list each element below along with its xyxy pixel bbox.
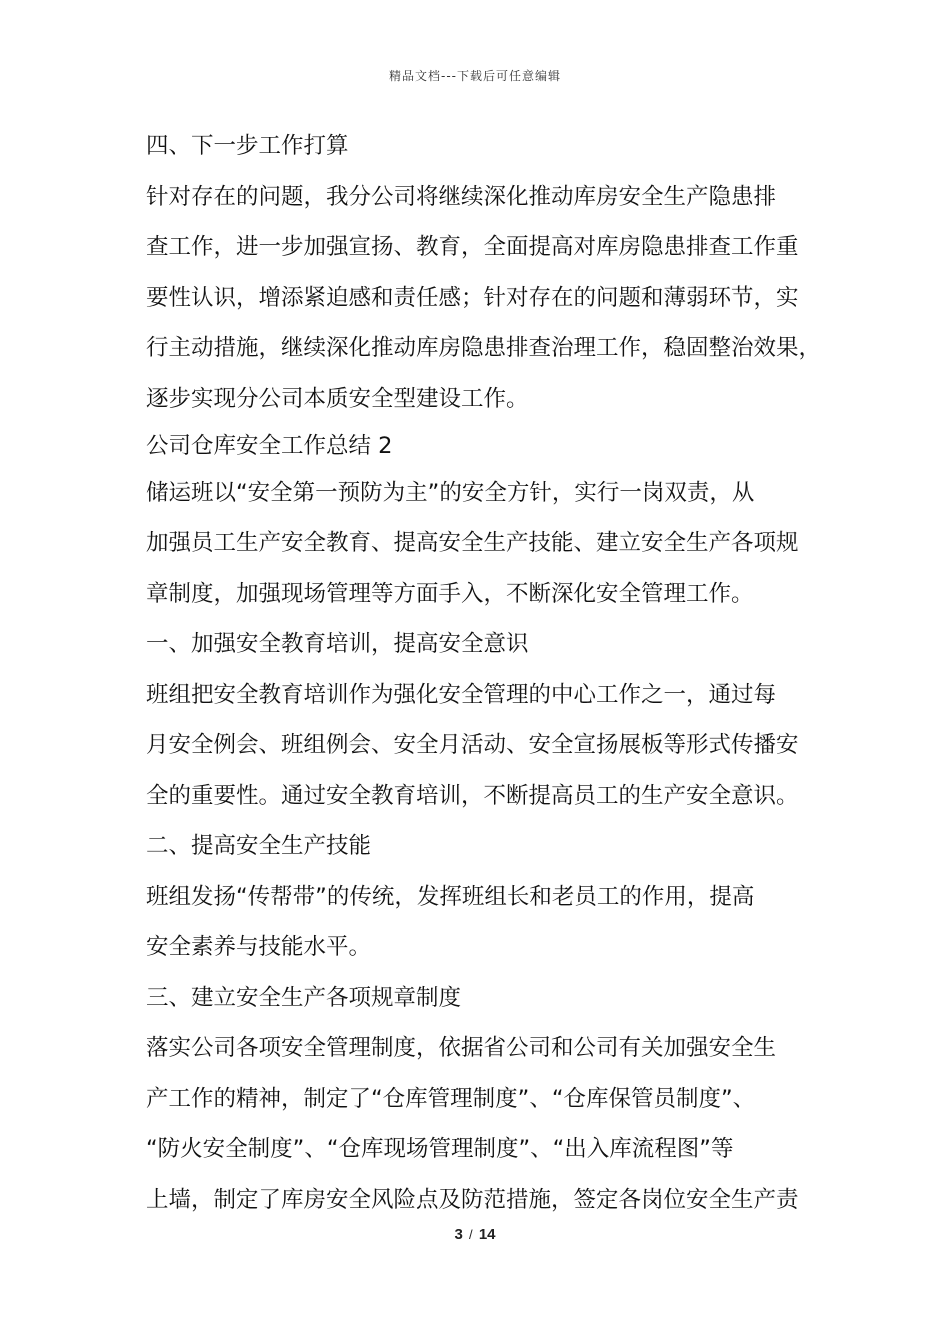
paragraph-line: 查工作，进一步加强宣扬、教育，全面提高对库房隐患排查工作重 — [146, 234, 799, 260]
page-separator: / — [469, 1227, 473, 1242]
paragraph-line: 安全素养与技能水平。 — [146, 934, 372, 960]
paragraph-line: 全的重要性。通过安全教育培训，不断提高员工的生产安全意识。 — [146, 782, 799, 809]
current-page: 3 — [454, 1226, 463, 1243]
paragraph-line: 针对存在的问题，我分公司将继续深化推动库房安全生产隐患排 — [146, 183, 777, 210]
paragraph-line: 班组发扬“传帮带”的传统，发挥班组长和老员工的作用，提高 — [146, 883, 755, 910]
page-header: 精品文档---下载后可任意编辑 — [389, 69, 561, 83]
paragraph-line: 落实公司各项安全管理制度，依据省公司和公司有关加强安全生 — [146, 1035, 777, 1061]
total-pages: 14 — [478, 1226, 496, 1243]
document-title: 公司仓库安全工作总结 2 — [146, 432, 393, 459]
paragraph-line: 章制度，加强现场管理等方面手入，不断深化安全管理工作。 — [146, 580, 754, 607]
section-heading: 一、加强安全教育培训，提高安全意识 — [146, 631, 529, 657]
paragraph-line: “防火安全制度”、“仓库现场管理制度”、“出入库流程图”等 — [146, 1136, 734, 1162]
paragraph-line: 加强员工生产安全教育、提高安全生产技能、建立安全生产各项规 — [146, 530, 799, 556]
paragraph-line: 要性认识，增添紧迫感和责任感；针对存在的问题和薄弱环节，实 — [146, 284, 799, 311]
paragraph-line: 班组把安全教育培训作为强化安全管理的中心工作之一，通过每 — [146, 681, 777, 708]
section-heading: 二、提高安全生产技能 — [146, 833, 372, 859]
paragraph-line: 月安全例会、班组例会、安全月活动、安全宣扬展板等形式传播安 — [146, 732, 799, 758]
paragraph-line: 上墙，制定了库房安全风险点及防范措施，签定各岗位安全生产责 — [146, 1186, 799, 1213]
paragraph-line: 储运班以“安全第一预防为主”的安全方针，实行一岗双责，从 — [146, 479, 755, 506]
paragraph-line: 逐步实现分公司本质安全型建设工作。 — [146, 385, 529, 412]
section-heading: 四、下一步工作打算 — [146, 133, 349, 159]
page-number — [0, 1226, 950, 1243]
section-heading: 三、建立安全生产各项规章制度 — [146, 984, 462, 1011]
paragraph-line: 行主动措施，继续深化推动库房隐患排查治理工作，稳固整治效果， — [146, 335, 822, 361]
paragraph-line: 产工作的精神，制定了“仓库管理制度”、“仓库保管员制度”、 — [146, 1085, 756, 1112]
document-body — [146, 126, 826, 1230]
